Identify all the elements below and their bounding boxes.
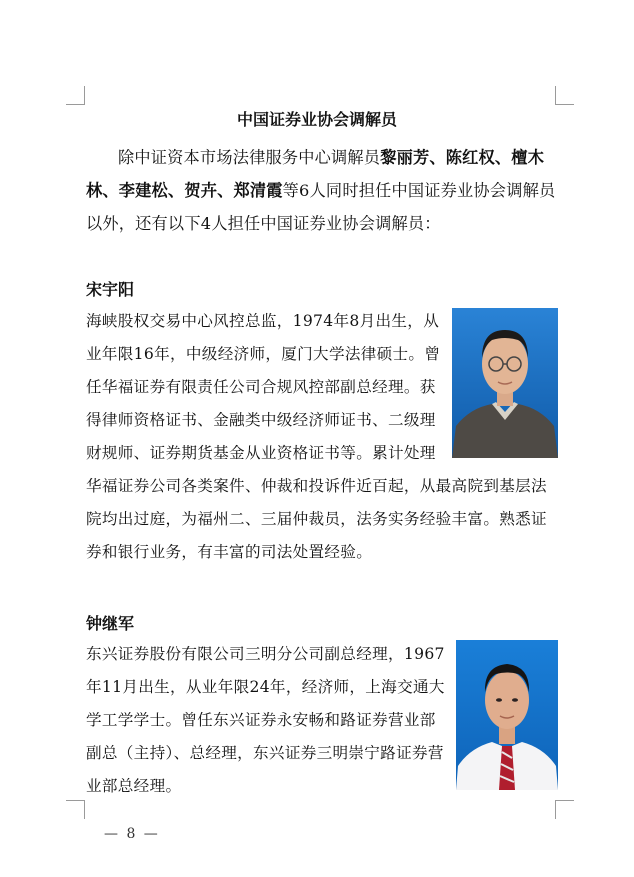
page-number: — 8 — — [104, 826, 160, 842]
portrait-photo-song-yuyang — [452, 308, 558, 458]
crop-mark-top-left — [66, 86, 85, 105]
person-bio-song-yuyang — [86, 305, 558, 569]
page-title: 中国证券业协会调解员 — [236, 110, 397, 129]
intro-text-start: 除中证资本市场法律服务中心调解员 — [118, 148, 381, 167]
crop-mark-top-right — [555, 86, 574, 105]
intro-paragraph — [86, 141, 556, 240]
bio-text-zhong-jijun: 东兴证券股份有限公司三明分公司副总经理，1967年11月出生，从业年限24年，经济师，上海交通大学工学学士。曾任东兴证券永安畅和路证券营业部副总（主持）、总经理，东兴证券三明崇宁路证券营业部总经理。 — [86, 645, 445, 795]
person-bio-zhong-jijun — [86, 638, 558, 803]
crop-mark-bottom-left — [66, 800, 85, 819]
intro-text-end: 等6人同时担任中国证券业协会调解员以外，还有以下4人担任中国证券业协会调解员： — [86, 181, 556, 233]
bio-text-song-yuyang: 海峡股权交易中心风控总监，1974年8月出生，从业年限16年，中级经济师，厦门大学法律硕士。曾任华福证券有限责任公司合规风控部副总经理。获得律师资格证书、金融类中级经济师证书、二级理财规师、证券期货基金从业资格证书等。累计处理华福证券公司各类案件、仲裁和投诉件近百起，从最高院到基层法院均出过庭，为福州二、三届仲裁员，法务实务经验丰富。熟悉证券和银行业务，有丰富的司法处置经验。 — [86, 312, 547, 561]
intro-mediator-names: 黎丽芳、陈红权、檀木林、李建松、贺卉、郑清霞 — [86, 148, 545, 200]
person-name-zhong-jijun: 钟继军 — [86, 614, 135, 633]
person-name-song-yuyang: 宋宇阳 — [86, 280, 135, 299]
portrait-photo-zhong-jijun — [456, 640, 558, 790]
